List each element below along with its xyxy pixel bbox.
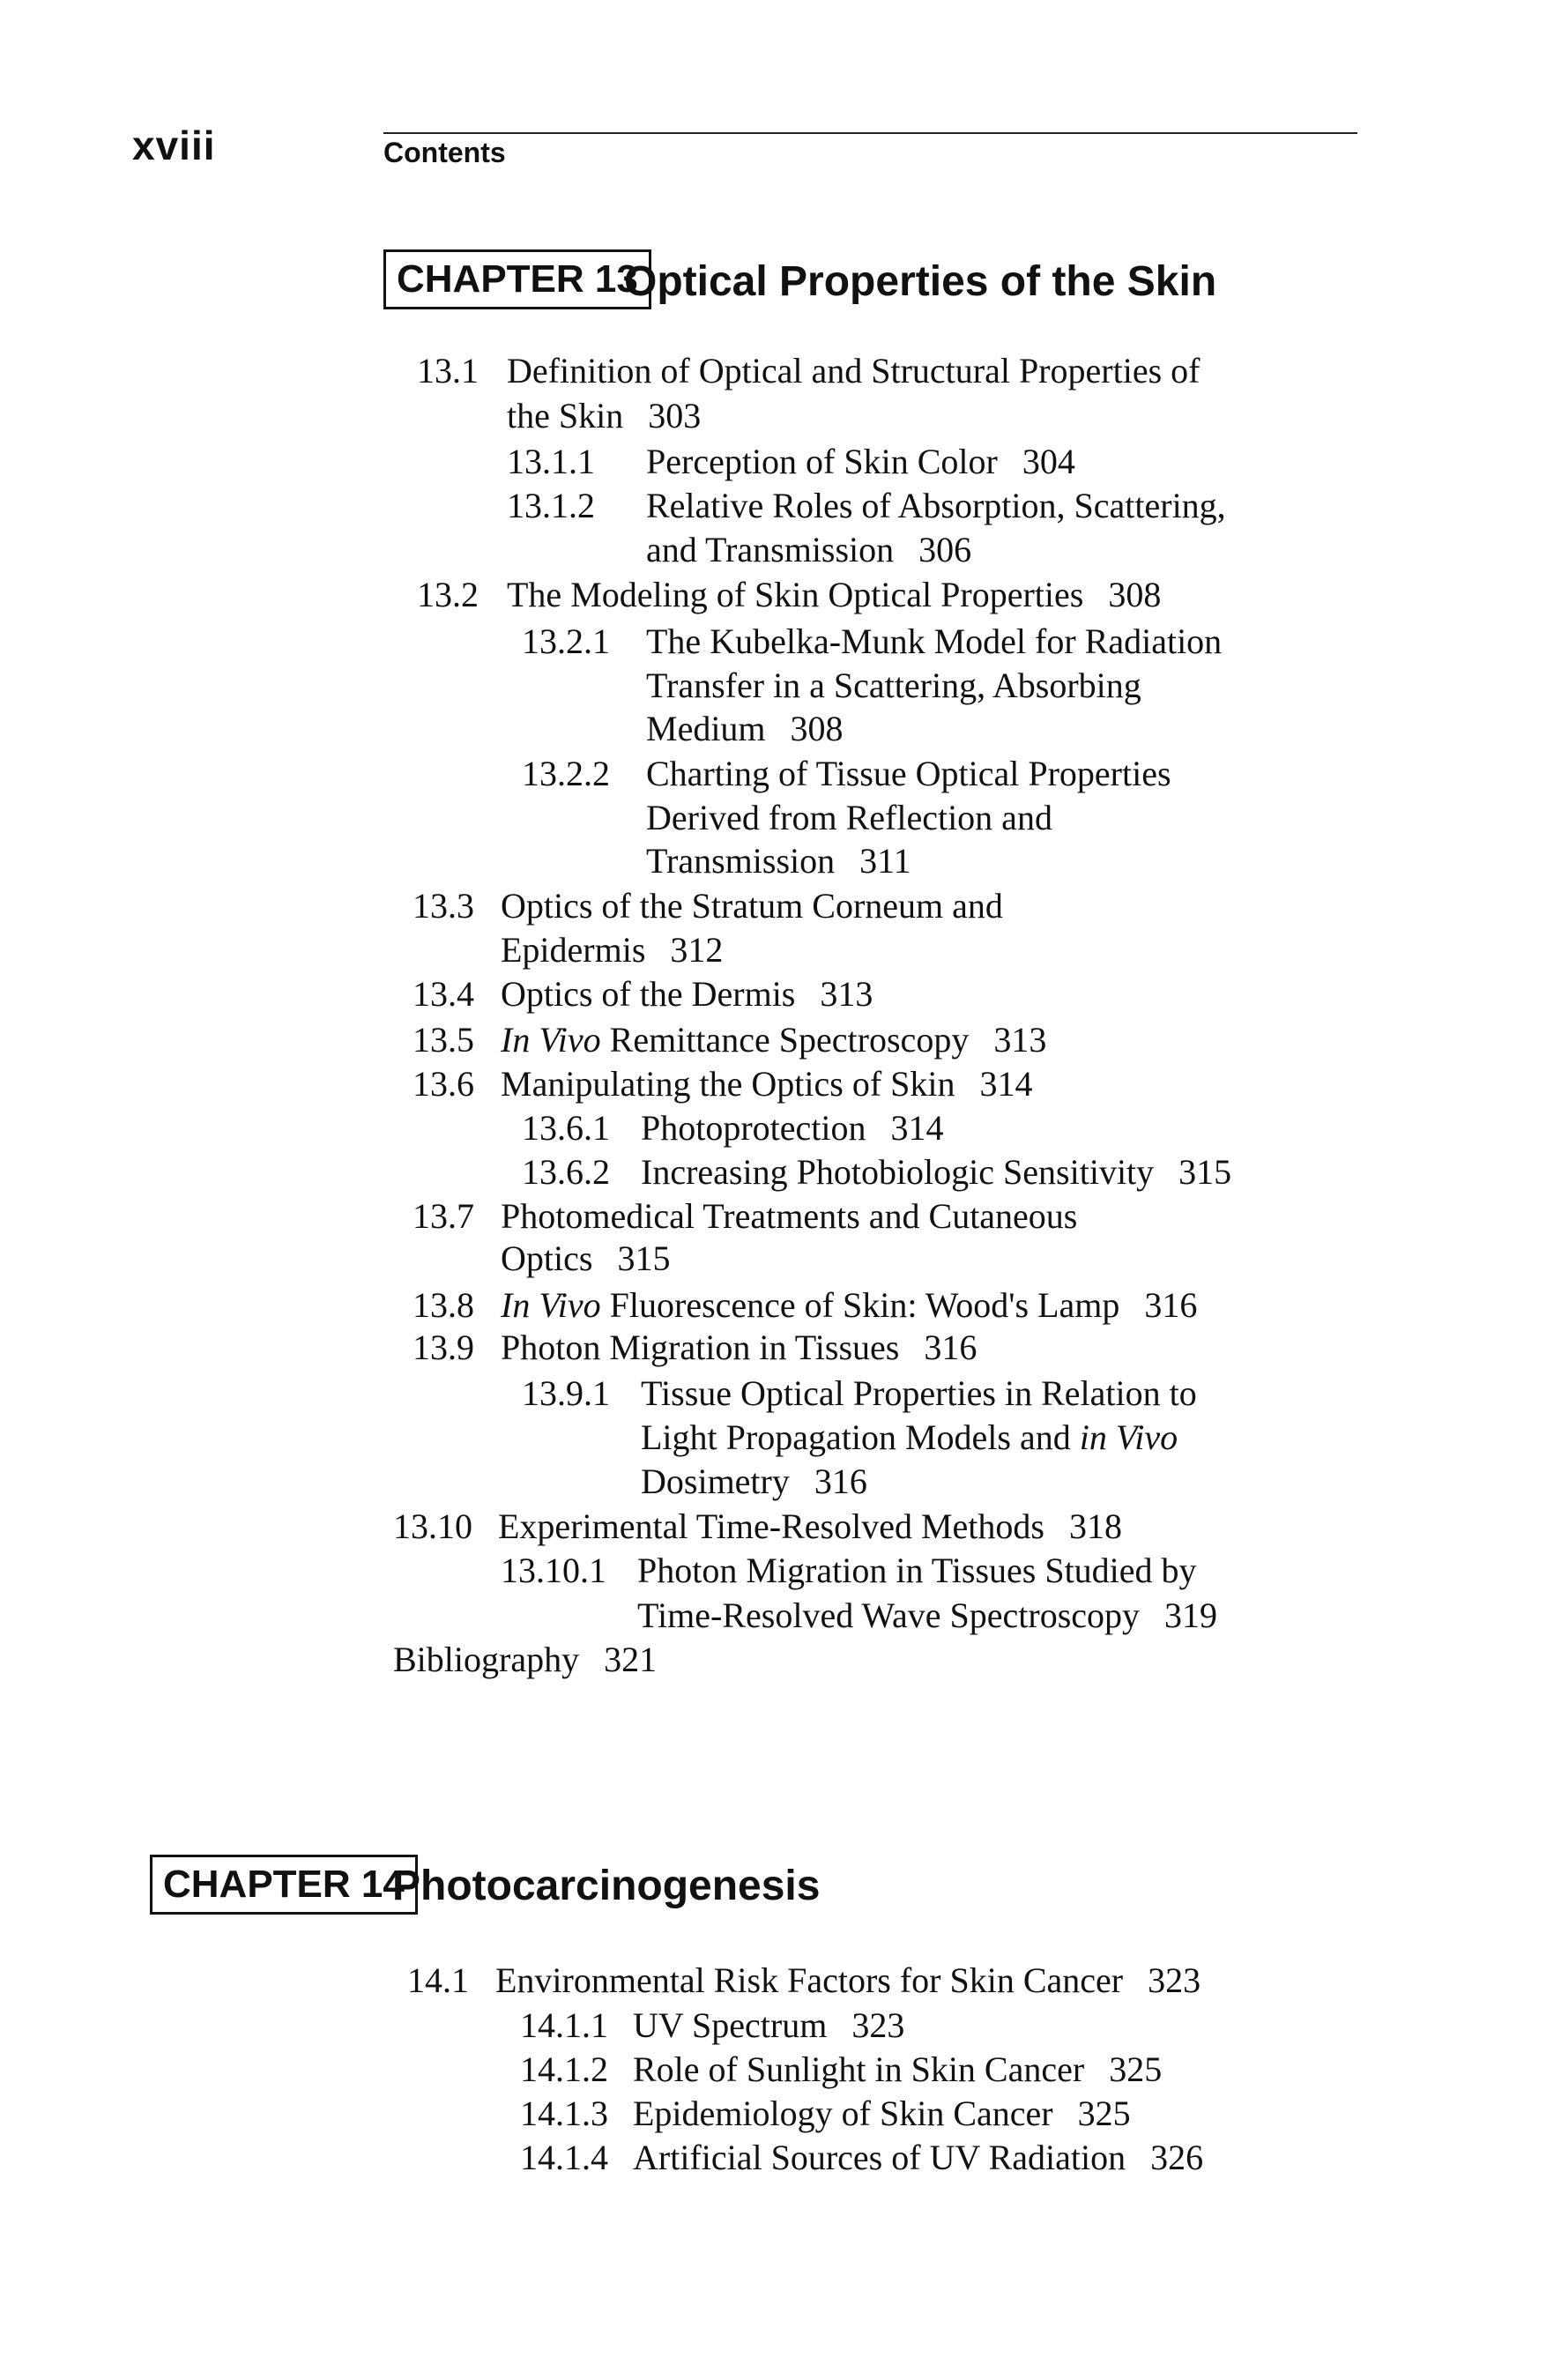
entry-title-cont: Transmission 311: [646, 841, 911, 881]
entry-title: Photoprotection 314: [641, 1108, 944, 1148]
entry-number: 13.9: [413, 1328, 474, 1367]
page-ref: 311: [859, 841, 911, 881]
entry-number: 13.8: [413, 1285, 474, 1325]
page-ref: 314: [890, 1108, 944, 1148]
page-ref: 313: [820, 974, 873, 1014]
chapter-13-title: Optical Properties of the Skin: [624, 258, 1217, 305]
entry-title: The Kubelka-Munk Model for Radiation: [646, 621, 1223, 661]
entry-title-cont: Optics 315: [501, 1238, 671, 1278]
entry-title: In Vivo Remittance Spectroscopy 313: [501, 1020, 1047, 1060]
entry-number: 13.10.1: [501, 1551, 606, 1590]
entry-title: Tissue Optical Properties in Relation to: [641, 1373, 1197, 1413]
entry-title: Optics of the Stratum Corneum and: [501, 886, 1003, 926]
page-ref: 308: [1108, 575, 1162, 614]
page-ref: 314: [979, 1064, 1033, 1104]
entry-title: Experimental Time-Resolved Methods 318: [498, 1506, 1122, 1546]
entry-number: 13.9.1: [522, 1373, 610, 1413]
entry-title-cont: Dosimetry 316: [641, 1461, 867, 1501]
page-ref: 312: [670, 930, 724, 970]
page-ref: 326: [1150, 2138, 1204, 2177]
entry-title: Increasing Photobiologic Sensitivity 315: [641, 1152, 1232, 1192]
entry-number: 13.1.1: [507, 442, 595, 481]
page-ref: 323: [851, 2005, 905, 2045]
entry-title: Role of Sunlight in Skin Cancer 325: [633, 2049, 1163, 2089]
page-ref: 315: [1178, 1152, 1232, 1192]
entry-number: 13.3: [413, 886, 474, 926]
entry-title: In Vivo Fluorescence of Skin: Wood's Lamp 316: [501, 1285, 1198, 1325]
entry-number: 13.2.2: [522, 754, 610, 793]
entry-title-cont: Light Propagation Models and in Vivo: [641, 1417, 1178, 1457]
entry-title: Artificial Sources of UV Radiation 326: [633, 2138, 1204, 2177]
page-ref: 308: [790, 709, 844, 748]
page-ref: 306: [918, 530, 972, 569]
page-ref: 318: [1068, 1506, 1122, 1546]
entry-title: Bibliography 321: [393, 1640, 658, 1679]
page-ref: 319: [1164, 1595, 1218, 1635]
page-ref: 313: [993, 1020, 1047, 1060]
page-ref: 325: [1077, 2094, 1131, 2133]
entry-number: 13.6.2: [522, 1152, 610, 1192]
entry-title-cont: Time-Resolved Wave Spectroscopy 319: [637, 1595, 1218, 1635]
entry-number: 13.1: [417, 351, 479, 390]
entry-title: Photon Migration in Tissues Studied by: [637, 1551, 1197, 1590]
running-header-title: Contents: [383, 137, 506, 168]
page-number: xviii: [132, 123, 216, 168]
page-ref: 316: [1144, 1285, 1198, 1325]
page-ref: 316: [814, 1461, 867, 1501]
entry-title: Definition of Optical and Structural Properties of: [507, 351, 1200, 390]
chapter-14-title: Photocarcinogenesis: [392, 1863, 821, 1909]
entry-title-cont: Derived from Reflection and: [646, 798, 1052, 837]
entry-title: Relative Roles of Absorption, Scattering,: [646, 486, 1226, 525]
entry-title: Photomedical Treatments and Cutaneous: [501, 1196, 1078, 1236]
entry-number: 14.1.1: [520, 2005, 608, 2045]
entry-title-cont: the Skin 303: [507, 396, 702, 435]
page-ref: 323: [1148, 1960, 1201, 2000]
entry-number: 13.7: [413, 1196, 474, 1236]
entry-title: Epidemiology of Skin Cancer 325: [633, 2094, 1131, 2133]
entry-title-cont: Epidermis 312: [501, 930, 724, 970]
entry-number: 14.1.3: [520, 2094, 608, 2133]
chapter-13-label: CHAPTER 13: [383, 249, 651, 309]
entry-number: 14.1.2: [520, 2049, 608, 2089]
entry-title: UV Spectrum 323: [633, 2005, 905, 2045]
page-ref: 321: [604, 1640, 658, 1679]
entry-number: 13.2: [417, 575, 479, 614]
entry-title: The Modeling of Skin Optical Properties 308: [507, 575, 1162, 614]
entry-title: Manipulating the Optics of Skin 314: [501, 1064, 1033, 1104]
entry-number: 13.5: [413, 1020, 474, 1060]
entry-title: Optics of the Dermis 313: [501, 974, 873, 1014]
page-ref: 325: [1109, 2049, 1163, 2089]
entry-number: 13.10: [393, 1506, 472, 1546]
entry-number: 13.2.1: [522, 621, 610, 661]
page-ref: 315: [617, 1238, 671, 1278]
page-ref: 316: [924, 1328, 977, 1367]
chapter-14-label: CHAPTER 14: [150, 1855, 418, 1915]
page-ref: 303: [648, 396, 702, 435]
entry-title-cont: Transfer in a Scattering, Absorbing: [646, 666, 1141, 705]
header-rule: [383, 132, 1357, 134]
entry-title: Perception of Skin Color 304: [646, 442, 1075, 481]
entry-number: 13.4: [413, 974, 474, 1014]
entry-title: Photon Migration in Tissues 316: [501, 1328, 977, 1367]
entry-number: 13.1.2: [507, 486, 595, 525]
entry-title: Environmental Risk Factors for Skin Cancer 323: [495, 1960, 1201, 2000]
entry-number: 13.6.1: [522, 1108, 610, 1148]
entry-number: 14.1.4: [520, 2138, 608, 2177]
entry-title: Charting of Tissue Optical Properties: [646, 754, 1171, 793]
entry-title-cont: and Transmission 306: [646, 530, 972, 569]
page-ref: 304: [1022, 442, 1075, 481]
entry-number: 13.6: [413, 1064, 474, 1104]
entry-title-cont: Medium 308: [646, 709, 844, 748]
entry-number: 14.1: [407, 1960, 469, 2000]
